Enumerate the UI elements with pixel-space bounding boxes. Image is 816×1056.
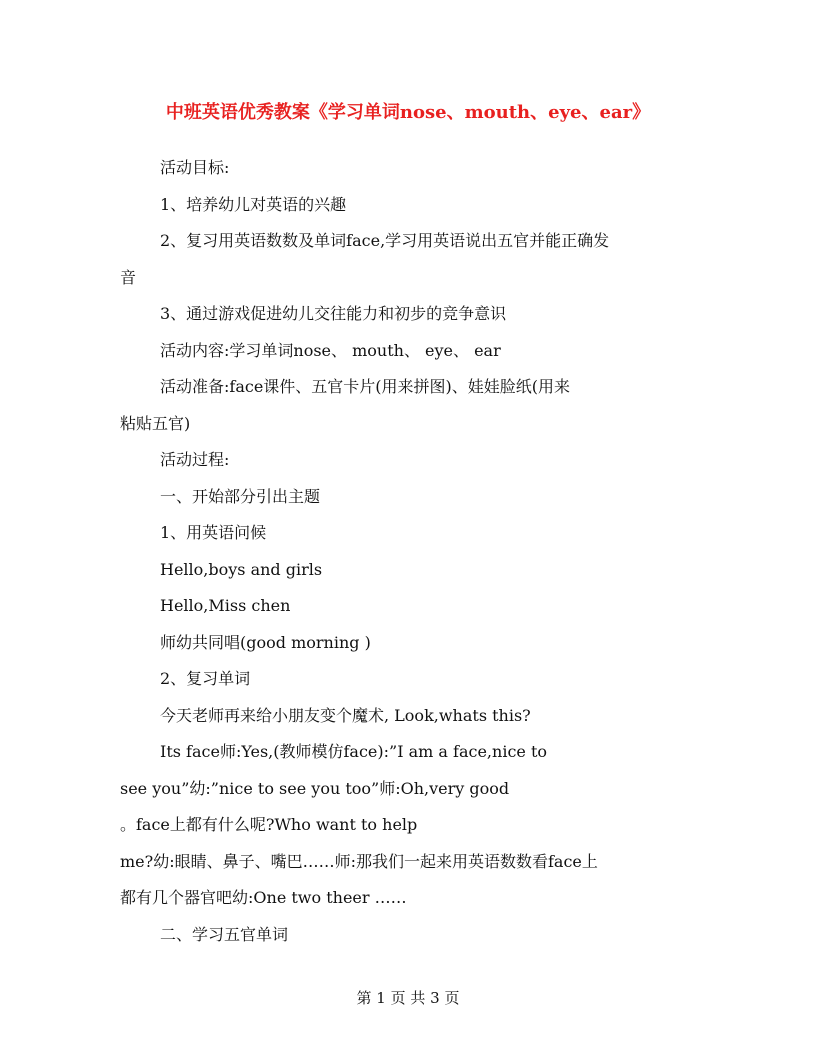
- review-line-1: 今天老师再来给小朋友变个魔术, Look,whats this?: [160, 705, 531, 725]
- activity-preparation-continued: 粘贴五官): [120, 413, 191, 433]
- section-heading-goals: 活动目标:: [160, 158, 230, 177]
- process-part-1-heading: 一、开始部分引出主题: [160, 486, 321, 506]
- process-step-greeting: 1、用英语问候: [160, 523, 267, 542]
- review-line-6: 都有几个器官吧幼:One two theer ……: [120, 888, 407, 907]
- review-line-5: me?幼:眼睛、鼻子、嘴巴……师:那我们一起来用英语数数看face上: [120, 851, 598, 871]
- greeting-song: 师幼共同唱(good morning ): [160, 632, 371, 652]
- process-part-2-heading: 二、学习五官单词: [160, 924, 289, 944]
- review-line-3: see you”幼:”nice to see you too”师:Oh,very good: [120, 778, 510, 798]
- goal-item-2: 2、复习用英语数数及单词face,学习用英语说出五官并能正确发: [160, 231, 610, 250]
- document-title: 中班英语优秀教案《学习单词nose、mouth、eye、ear》: [165, 102, 651, 123]
- document-body: [120, 150, 692, 953]
- goal-item-3: 3、通过游戏促进幼儿交往能力和初步的竞争意识: [160, 304, 507, 323]
- process-step-review: 2、复习单词: [160, 669, 251, 688]
- review-line-4: 。face上都有什么呢?Who want to help: [120, 815, 418, 834]
- section-heading-process: 活动过程:: [160, 450, 230, 469]
- greeting-line-1: Hello,boys and girls: [160, 559, 323, 579]
- activity-content: 活动内容:学习单词nose、 mouth、 eye、 ear: [160, 340, 501, 360]
- goal-item-2-continued: 音: [120, 267, 137, 287]
- review-line-2: Its face师:Yes,(教师模仿face):”I am a face,nice to: [160, 742, 548, 761]
- goal-item-1: 1、培养幼儿对英语的兴趣: [160, 194, 347, 214]
- greeting-line-2: Hello,Miss chen: [160, 596, 291, 615]
- activity-preparation: 活动准备:face课件、五官卡片(用来拼图)、娃娃脸纸(用来: [160, 377, 571, 396]
- page-footer: 第 1 页 共 3 页: [356, 989, 460, 1007]
